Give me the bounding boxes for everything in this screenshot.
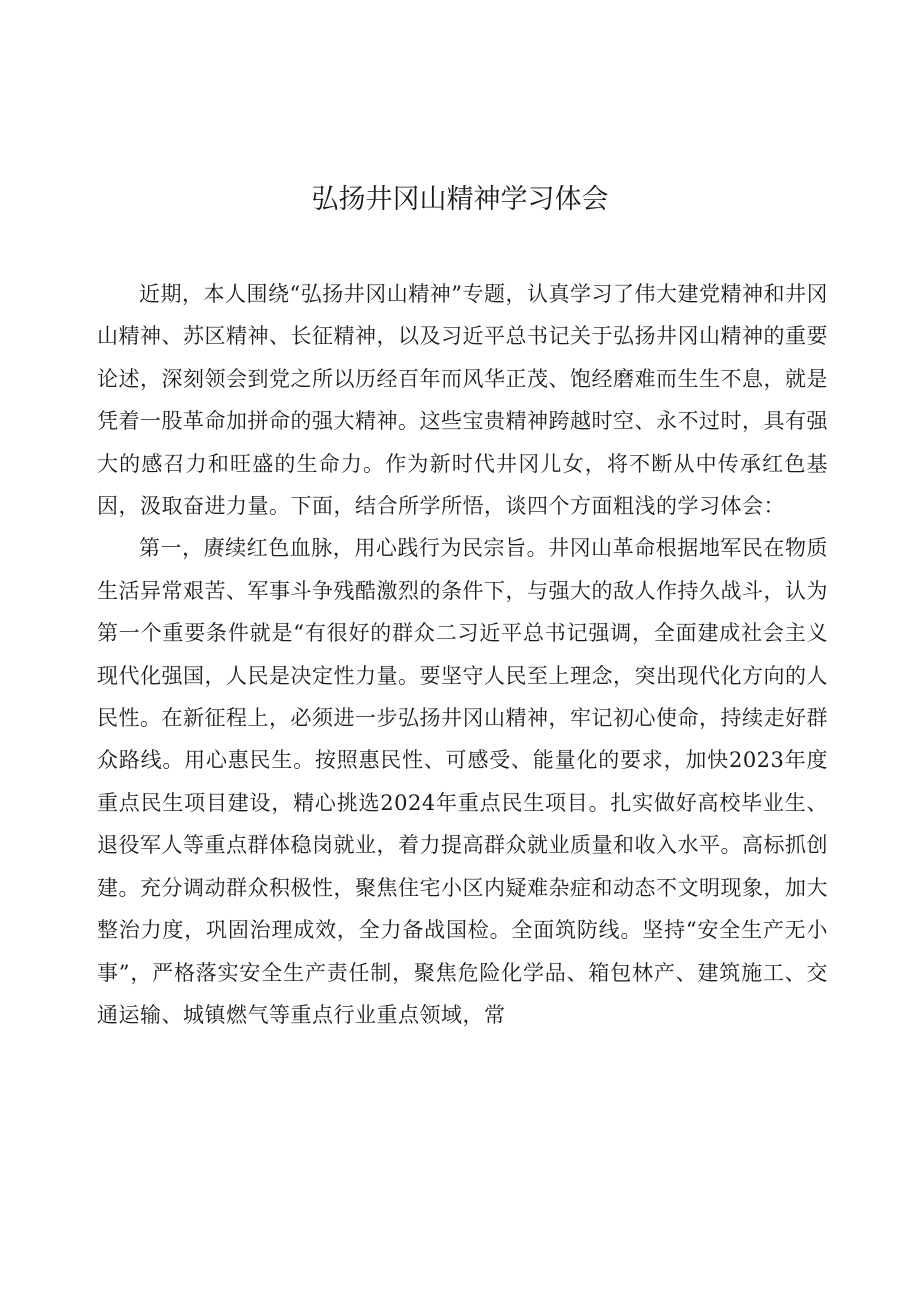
document-body — [97, 273, 828, 1036]
intro-paragraph: 近期，本人围绕“弘扬井冈山精神”专题，认真学习了伟大建党精神和井冈山精神、苏区精神、长征精神，以及习近平总书记关于弘扬井冈山精神的重要论述，深刻领会到党之所以历经百年而风华正茂、饱经磨难而生生不息，就是凭着一股革命加拼命的强大精神。这些宝贵精神跨越时空、永不过时，具有强大的感召力和旺盛的生命力。作为新时代井冈儿女，将不断从中传承红色基因，汲取奋进力量。下面，结合所学所悟，谈四个方面粗浅的学习体会： — [97, 282, 828, 519]
document-title: 弘扬井冈山精神学习体会 — [311, 184, 609, 215]
section-one-paragraph: 第一，赓续红色血脉，用心践行为民宗旨。井冈山革命根据地军民在物质生活异常艰苦、军事斗争残酷激烈的条件下，与强大的敌人作持久战斗，认为第一个重要条件就是“有很好的群众二习近平总书记强调，全面建成社会主义现代化强国，人民是决定性力量。要坚守人民至上理念，突出现代化方向的人民性。在新征程上，必须进一步弘扬井冈山精神，牢记初心使命，持续走好群众路线。用心惠民生。按照惠民性、可感受、能量化的要求，加快2023年度重点民生项目建设，精心挑选2024年重点民生项目。扎实做好高校毕业生、退役军人等重点群体稳岗就业，着力提高群众就业质量和收入水平。高标抓创建。充分调动群众积极性，聚焦住宅小区内疑难杂症和动态不文明现象，加大整治力度，巩固治理成效，全力备战国检。全面筑防线。坚持“安全生产无小事”，严格落实安全生产责任制，聚焦危险化学品、箱包林产、建筑施工、交通运输、城镇燃气等重点行业重点领域，常 — [97, 536, 828, 1027]
